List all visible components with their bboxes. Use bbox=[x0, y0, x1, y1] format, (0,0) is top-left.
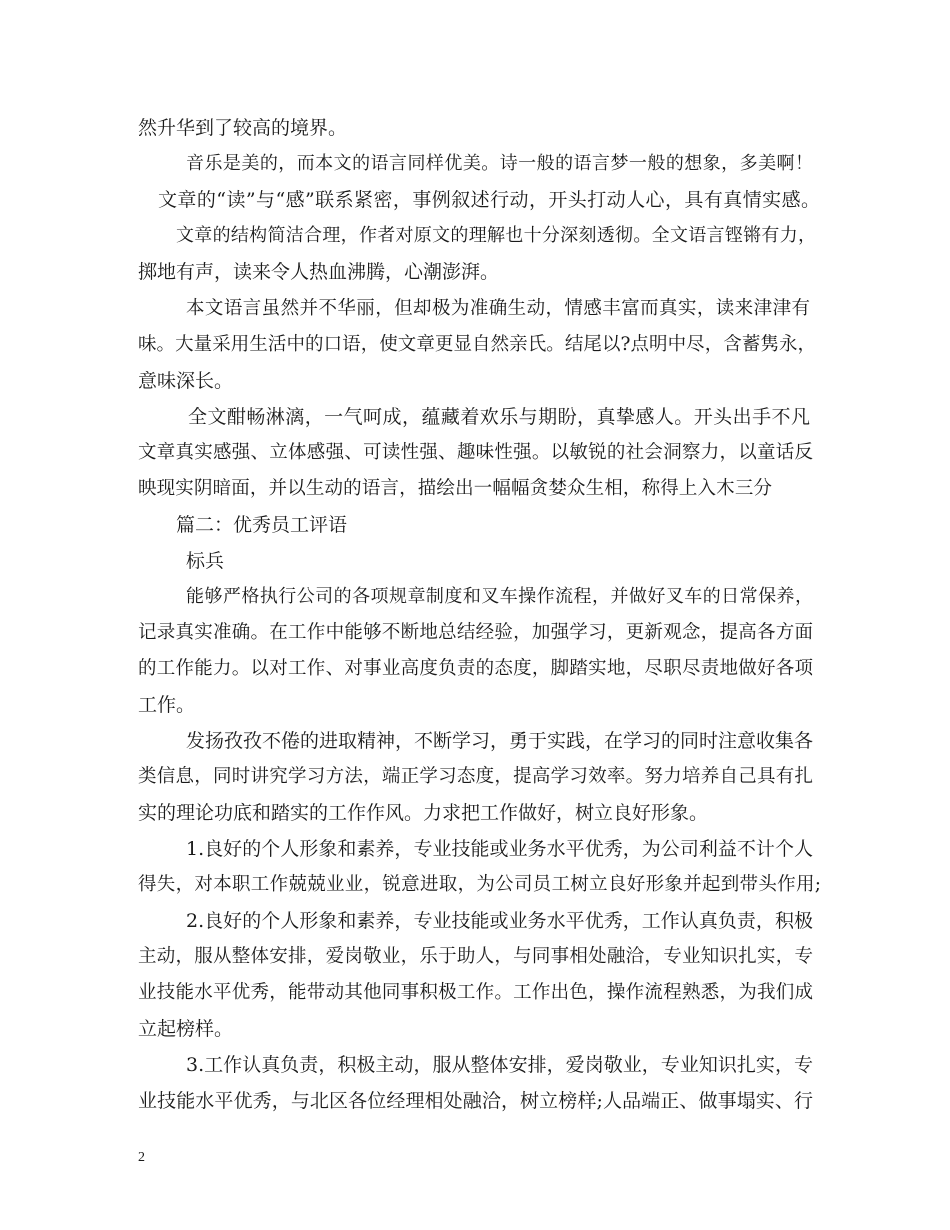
text-line: 业技能水平优秀，能带动其他同事积极工作。工作出色，操作流程熟悉，为我们成 bbox=[138, 982, 813, 1003]
text-line: 得失，对本职工作兢兢业业，锐意进取，为公司员工树立良好形象并起到带头作用; bbox=[138, 874, 821, 895]
text-line: 发扬孜孜不倦的进取精神，不断学习，勇于实践，在学习的同时注意收集各 bbox=[186, 730, 814, 752]
list-item-3: 3.工作认真负责，积极主动，服从整体安排，爱岗敬业，专业知识扎实，专 bbox=[186, 1054, 813, 1076]
text-line: 实的理论功底和踏实的工作作风。力求把工作做好，树立良好形象。 bbox=[138, 802, 709, 824]
subheading: 标兵 bbox=[186, 550, 225, 572]
text-line: 掷地有声，读来令人热血沸腾，心潮澎湃。 bbox=[138, 261, 500, 283]
page-number: 2 bbox=[138, 1150, 145, 1165]
list-item-2: 2.良好的个人形象和素养，专业技能或业务水平优秀，工作认真负责，积极 bbox=[186, 910, 813, 932]
text-line: 文章的结构简洁合理，作者对原文的理解也十分深刻透彻。全文语言铿锵有力， bbox=[176, 225, 816, 246]
text-line: 文章的“读”与“感”联系紧密，事例叙述行动，开头打动人心，具有真情实感。 bbox=[158, 189, 820, 211]
text-line: 主动，服从整体安排，爱岗敬业，乐于助人，与同事相处融洽，专业知识扎实，专 bbox=[138, 946, 813, 967]
text-line: 意味深长。 bbox=[138, 370, 234, 392]
text-line: 能够严格执行公司的各项规章制度和叉车操作流程，并做好叉车的日常保养， bbox=[186, 586, 813, 607]
text-line: 然升华到了较高的境界。 bbox=[138, 117, 348, 139]
list-item-1: 1.良好的个人形象和素养，专业技能或业务水平优秀，为公司利益不计个人 bbox=[186, 838, 813, 860]
text-line: 文章真实感强、立体感强、可读性强、趣味性强。以敏锐的社会洞察力，以童话反 bbox=[138, 442, 813, 463]
text-line: 类信息，同时讲究学习方法，端正学习态度，提高学习效率。努力培养自己具有扎 bbox=[138, 766, 813, 787]
text-line: 全文酣畅淋漓，一气呵成，蕴藏着欢乐与期盼，真挚感人。开头出手不凡 bbox=[188, 406, 810, 428]
section-heading: 篇二：优秀员工评语 bbox=[176, 514, 348, 536]
text-line: 本文语言虽然并不华丽，但却极为准确生动，情感丰富而真实，读来津津有 bbox=[186, 298, 810, 319]
text-line: 音乐是美的，而本文的语言同样优美。诗一般的语言梦一般的想象，多美啊！ bbox=[186, 153, 813, 174]
text-line: 的工作能力。以对工作、对事业高度负责的态度，脚踏实地，尽职尽责地做好各项 bbox=[138, 658, 813, 679]
text-line: 映现实阴暗面，并以生动的语言，描绘出一幅幅贪婪众生相，称得上入木三分 bbox=[138, 478, 772, 499]
text-line: 立起榜样。 bbox=[138, 1018, 234, 1040]
text-line: 记录真实准确。在工作中能够不断地总结经验，加强学习，更新观念，提高各方面 bbox=[138, 622, 813, 643]
text-line: 工作。 bbox=[138, 694, 196, 716]
text-line: 业技能水平优秀，与北区各位经理相处融洽，树立榜样;人品端正、做事塌实、行 bbox=[138, 1090, 813, 1112]
text-line: 味。大量采用生活中的口语，使文章更显自然亲氏。结尾以?点明中尽，含蓄隽永， bbox=[138, 334, 816, 355]
